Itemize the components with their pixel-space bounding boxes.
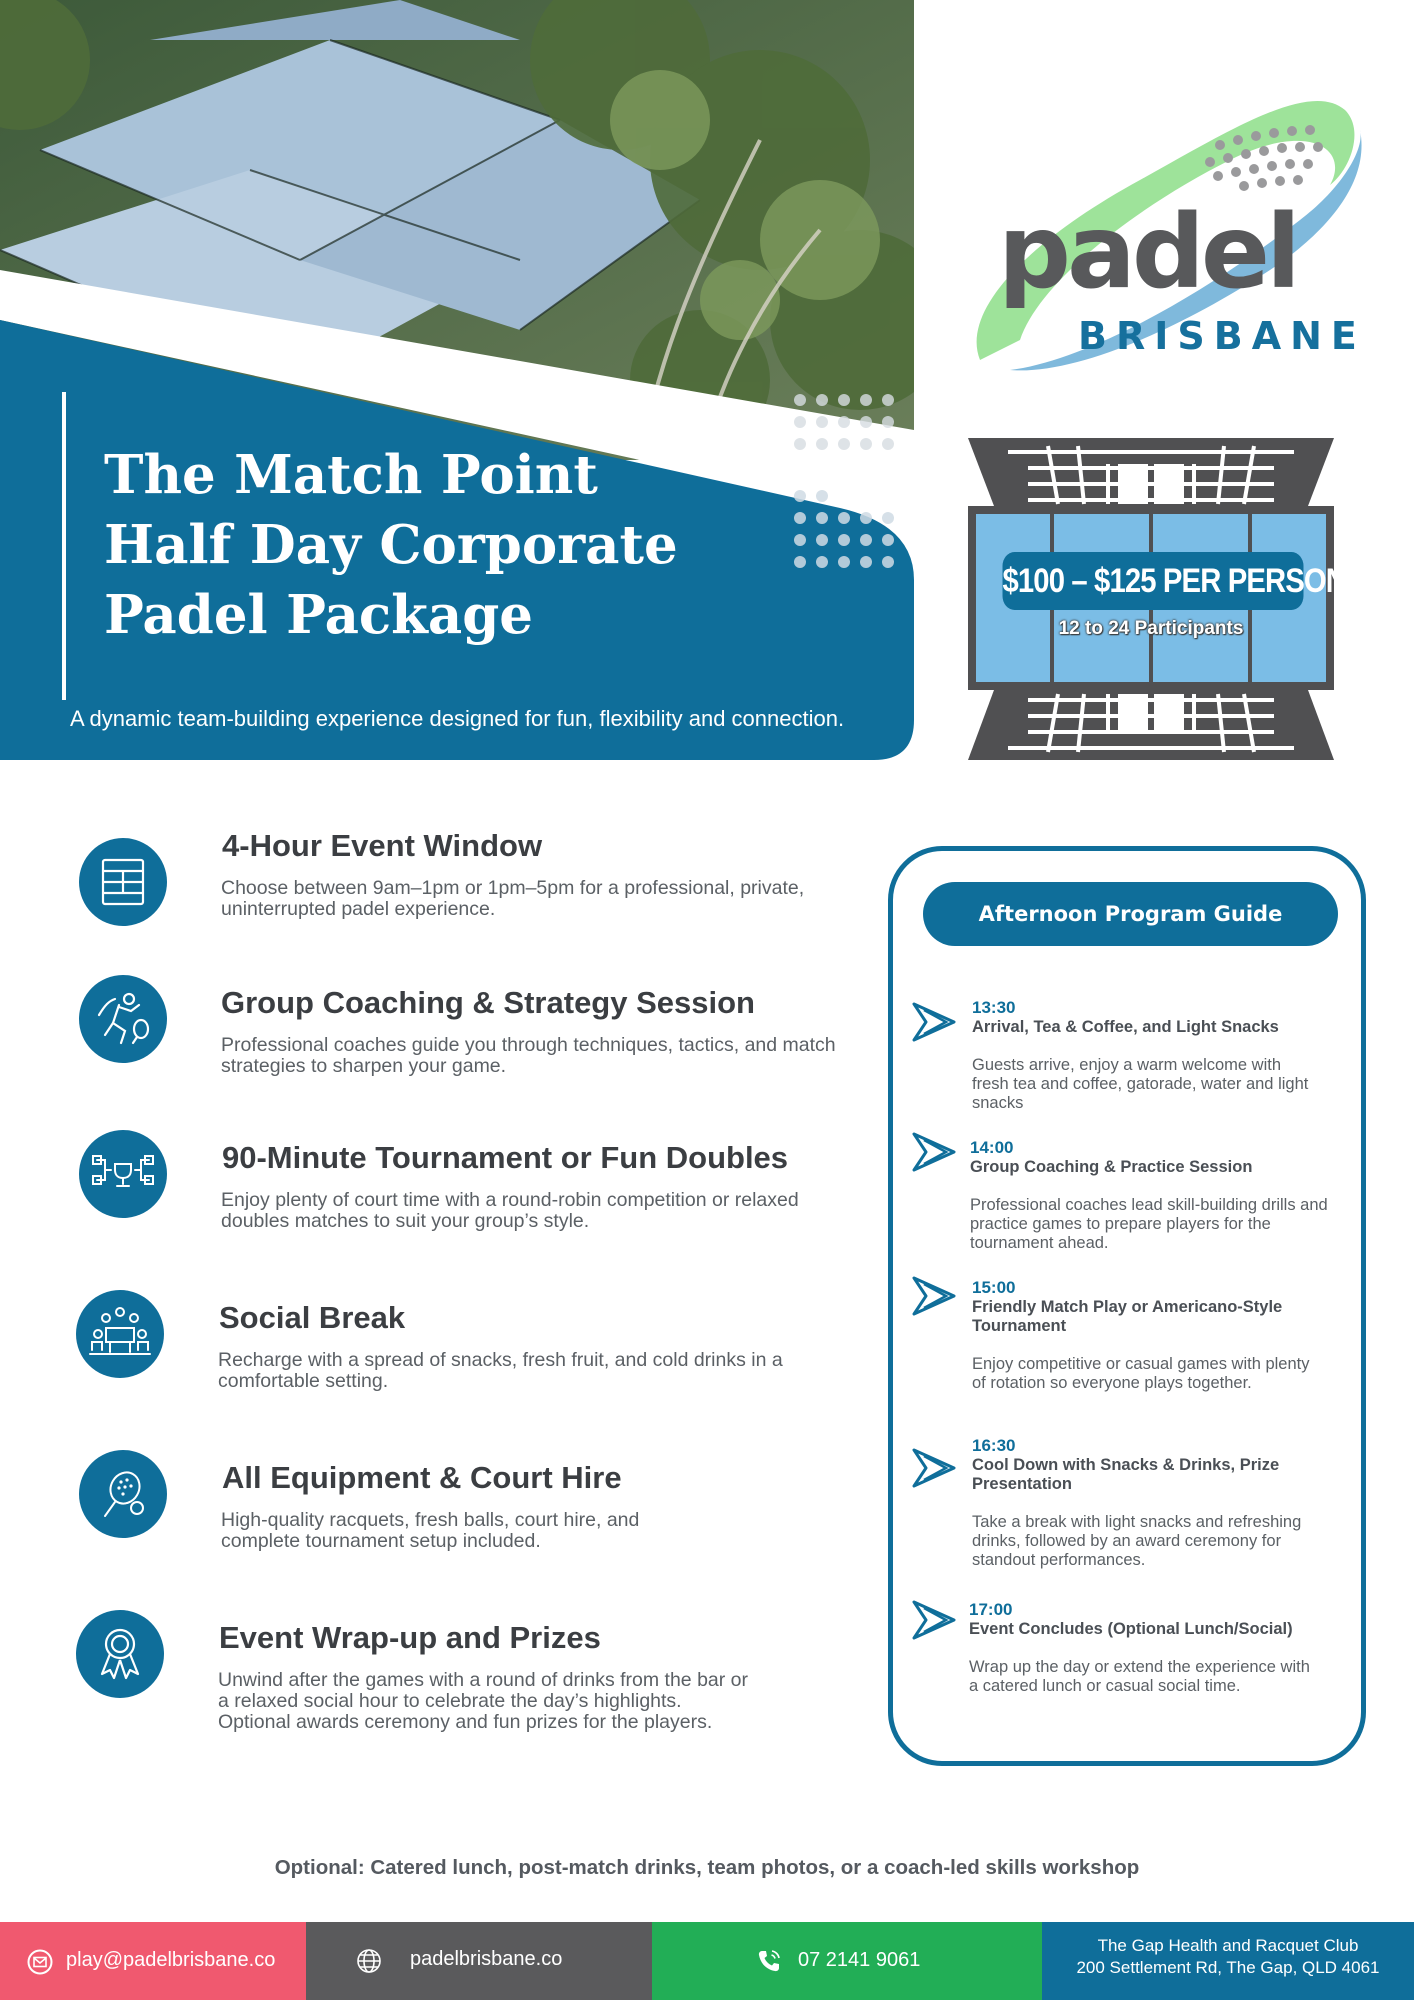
optional-extras-note: Optional: Catered lunch, post-match drinks, team photos, or a coach-led skills workshop	[274, 1856, 1140, 1879]
title-line-3: Padel Package	[104, 584, 534, 646]
feature-description: Unwind after the games with a round of drinks from the bar or a relaxed social hour to celebrate the day’s highlights. Optional awards ceremony and fun prizes for the players.	[218, 1669, 749, 1733]
logo-wordmark: padel	[998, 193, 1297, 312]
feature-title: All Equipment & Court Hire	[222, 1460, 622, 1495]
email-link[interactable]	[0, 1922, 306, 2000]
title-line-2: Half Day Corporate	[104, 514, 678, 576]
step-description: Guests arrive, enjoy a warm welcome with fresh tea and coffee, gatorade, water and light snacks	[972, 1056, 1309, 1112]
website-text: padelbrisbane.co	[410, 1948, 563, 1970]
globe-icon	[356, 1948, 382, 1974]
program-guide-heading: Afternoon Program Guide	[923, 882, 1338, 946]
step-time: 15:00	[972, 1278, 1016, 1297]
feature-title: Event Wrap-up and Prizes	[219, 1620, 601, 1655]
chevron-arrow-icon	[912, 1002, 956, 1042]
step-time: 17:00	[969, 1600, 1013, 1619]
contact-footer	[0, 1922, 1414, 2000]
feature-title: Social Break	[219, 1300, 406, 1335]
feature-description: High-quality racquets, fresh balls, court hire, and complete tournament setup included.	[221, 1509, 640, 1552]
step-title: Cool Down with Snacks & Drinks, Prize Presentation	[972, 1456, 1280, 1493]
feature-description: Choose between 9am–1pm or 1pm–5pm for a professional, private, uninterrupted padel experience.	[221, 877, 805, 920]
price-badge: $100 – $125 PER PERSON	[1003, 552, 1304, 610]
step-description: Take a break with light snacks and refreshing drinks, followed by an award ceremony for standout performances.	[972, 1513, 1302, 1569]
player-icon	[79, 975, 167, 1063]
email-icon	[27, 1949, 53, 1975]
address-line-1: The Gap Health and Racquet Club	[1097, 1936, 1359, 1955]
website-link[interactable]	[306, 1922, 652, 2000]
step-description: Professional coaches lead skill-building drills and practice games to prepare players for the tournament ahead.	[970, 1196, 1328, 1252]
phone-text: 07 2141 9061	[798, 1949, 921, 1971]
step-time: 16:30	[972, 1436, 1016, 1455]
feature-description: Recharge with a spread of snacks, fresh fruit, and cold drinks in a comfortable setting.	[218, 1349, 783, 1392]
chevron-arrow-icon	[912, 1600, 956, 1640]
racquet-ball-icon	[79, 1450, 167, 1538]
step-time: 13:30	[972, 998, 1016, 1017]
logo-subtitle: BRISBANE	[1078, 314, 1366, 358]
feature-title: 90-Minute Tournament or Fun Doubles	[222, 1140, 789, 1175]
title-line-1: The Match Point	[104, 444, 598, 506]
phone-icon	[756, 1948, 782, 1974]
phone-link[interactable]	[652, 1922, 1042, 2000]
step-description: Wrap up the day or extend the experience with a catered lunch or casual social time.	[969, 1658, 1310, 1695]
feature-title: Group Coaching & Strategy Session	[221, 985, 755, 1020]
step-title: Friendly Match Play or Americano-Style Tournament	[972, 1298, 1283, 1335]
address-line-2: 200 Settlement Rd, The Gap, QLD 4061	[1076, 1958, 1380, 1977]
chevron-arrow-icon	[912, 1276, 956, 1316]
step-description: Enjoy competitive or casual games with plenty of rotation so everyone plays together.	[972, 1355, 1310, 1392]
feature-title: 4-Hour Event Window	[222, 828, 543, 863]
step-time: 14:00	[970, 1138, 1014, 1157]
feature-description: Enjoy plenty of court time with a round-robin competition or relaxed doubles matches to suit your group’s style.	[221, 1189, 799, 1232]
address-block	[1042, 1922, 1414, 2000]
feature-description: Professional coaches guide you through techniques, tactics, and match strategies to sharpen your game.	[221, 1034, 836, 1077]
email-text: play@padelbrisbane.co	[66, 1949, 276, 1971]
chevron-arrow-icon	[912, 1448, 956, 1488]
step-title: Group Coaching & Practice Session	[970, 1158, 1253, 1176]
page-title	[104, 440, 704, 650]
meeting-table-icon	[76, 1290, 164, 1378]
step-title: Arrival, Tea & Coffee, and Light Snacks	[972, 1018, 1279, 1036]
step-title: Event Concludes (Optional Lunch/Social)	[969, 1620, 1293, 1638]
participants-label: 12 to 24 Participants	[1058, 618, 1244, 639]
chevron-arrow-icon	[912, 1132, 956, 1172]
bracket-trophy-icon	[79, 1130, 167, 1218]
award-ribbon-icon	[76, 1610, 164, 1698]
court-icon	[79, 838, 167, 926]
tagline: A dynamic team-building experience designed for fun, flexibility and connection.	[69, 706, 845, 731]
